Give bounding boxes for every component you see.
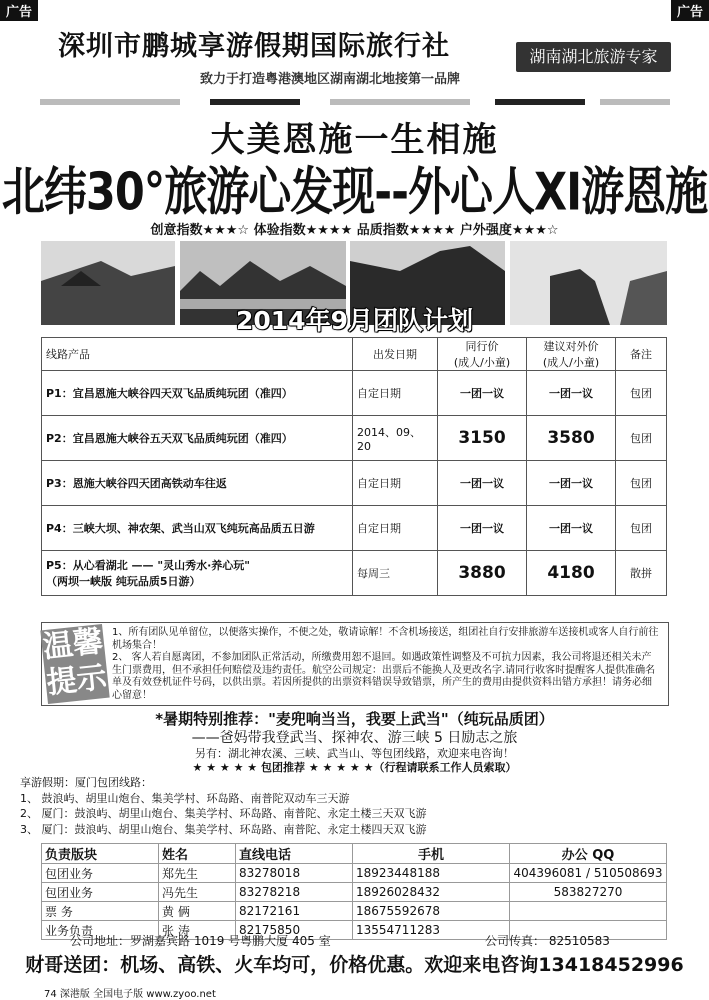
- table-row: 包团业务 冯先生 83278218 18926028432 583827270: [42, 883, 667, 902]
- footer: 74 深港版 全国电子版 www.zyoo.net: [44, 989, 216, 1000]
- tips-label: 温馨提示: [40, 624, 109, 704]
- company-slogan: 致力于打造粤港澳地区湖南湖北地接第一品牌: [200, 72, 461, 87]
- company-name: 深圳市鹏城享游假期国际旅行社: [58, 31, 450, 62]
- company-address: 公司地址：罗湖嘉宾路 1019 号粤鹏大厦 405 室: [70, 934, 331, 948]
- promo-stars: ★ ★ ★ ★ ★ 包团推荐 ★ ★ ★ ★ ★（行程请联系工作人员索取）: [192, 761, 517, 774]
- header-divider-2: [330, 99, 470, 105]
- ad-label-left: 广告: [0, 0, 38, 21]
- col-date: 出发日期: [353, 338, 438, 371]
- col-peer-price: 同行价 (成人/小童): [438, 338, 527, 371]
- table-row: 包团业务 郑先生 83278018 18923448188 404396081 / 510508693: [42, 864, 667, 883]
- tips-text: 1、所有团队见单留位，以便落实操作，不便之处，敬请谅解！不含机场接送，组团社自行安排旅游车送接机或客人自行前往机场集合！ 2、 客人若自愿离团，不参加团队正常活动，所缴费用恕不退回。如遇政策性调整及不可抗力因素，我公司将退还相关未产生门票费用，但不承担任何赔偿及违约责任。航空公司规定：出票后不能换人及更改名字.请同行收客时提醒客人提供准确名单及有效登机证件号码，以供出票。若因所提供的出票资料错误导致错票，所产生的费用由提供资料出错方承担！请务必细心留意！: [112, 627, 659, 701]
- table-row: P1：宜昌恩施大峡谷四天双飞品质纯玩团（准四） 自定日期 一团一议 一团一议 包团: [42, 371, 667, 416]
- header-divider-3: [600, 99, 670, 105]
- promo-other: 另有：湖北神农溪、三峡、武当山、等包团线路，欢迎来电咨询！: [195, 747, 514, 760]
- table-row: P2：宜昌恩施大峡谷五天双飞品质纯玩团（准四） 2014、09、20 3150 3580 包团: [42, 416, 667, 461]
- call-to-action: 财哥送团：机场、高铁、火车均可，价格优惠。欢迎来电咨询13418452996: [25, 954, 684, 976]
- header-divider-dark: [210, 99, 300, 105]
- xiamen-routes: 享游假期：厦门包团线路： 1、 鼓浪屿、胡里山炮台、集美学村、环岛路、南普陀双动车三天游 2、 厦门：鼓浪屿、胡里山炮台、集美学村、环岛路、南普陀、永定土楼三天双飞游 3、 厦门：鼓浪屿、胡里山炮台、集美学村、环岛路、南普陀、永定土楼四天双飞游: [20, 776, 427, 836]
- table-row: P3：恩施大峡谷四天团高铁动车往返 自定日期 一团一议 一团一议 包团: [42, 461, 667, 506]
- company-fax: 公司传真： 82510583: [485, 934, 610, 948]
- col-retail-price: 建议对外价 (成人/小童): [527, 338, 616, 371]
- headline: 大美恩施一生相施: [210, 120, 499, 160]
- rating-indices: 创意指数★★★☆ 体验指数★★★★ 品质指数★★★★ 户外强度★★★☆: [150, 223, 559, 238]
- expert-badge: 湖南湖北旅游专家: [516, 42, 671, 72]
- route-table: [41, 337, 667, 596]
- table-row: 票 务 黄 俩 82172161 18675592678: [42, 902, 667, 921]
- table-row: P4：三峡大坝、神农架、武当山双飞纯玩高品质五日游 自定日期 一团一议 一团一议 包团: [42, 506, 667, 551]
- col-route: 线路产品: [42, 338, 353, 371]
- tips-box: [41, 622, 669, 706]
- header-divider: [40, 99, 180, 105]
- plan-title: 2014年9月团队计划: [236, 306, 473, 335]
- ad-label-right: 广告: [671, 0, 709, 21]
- col-note: 备注: [616, 338, 667, 371]
- sub-headline: 北纬30°旅游心发现--外心人XI游恩施: [1, 162, 708, 223]
- table-row: 业务负责 张 涛 82175850 13554711283: [42, 921, 667, 940]
- promo-subline: ——爸妈带我登武当、探神农、游三峡 5 日励志之旅: [191, 730, 518, 746]
- contact-table: 负责版块 姓名 直线电话 手机 办公 QQ 包团业务 郑先生 83278018 18923448188 404396081 / 510508693 包团业务 冯先生 83278218 18926028432 583827270 票 务 黄 俩 82172161 18675592678 业务负责 张 涛 82175850 13554711283: [41, 843, 667, 940]
- table-row: P5：从心看湖北 —— "灵山秀水·养心玩" （两坝一峡版 纯玩品质5日游） 每周三 3880 4180 散拼: [42, 551, 667, 596]
- header-divider-dark-2: [495, 99, 585, 105]
- promo-headline: *暑期特别推荐："麦兜响当当，我要上武当"（纯玩品质团）: [155, 710, 554, 728]
